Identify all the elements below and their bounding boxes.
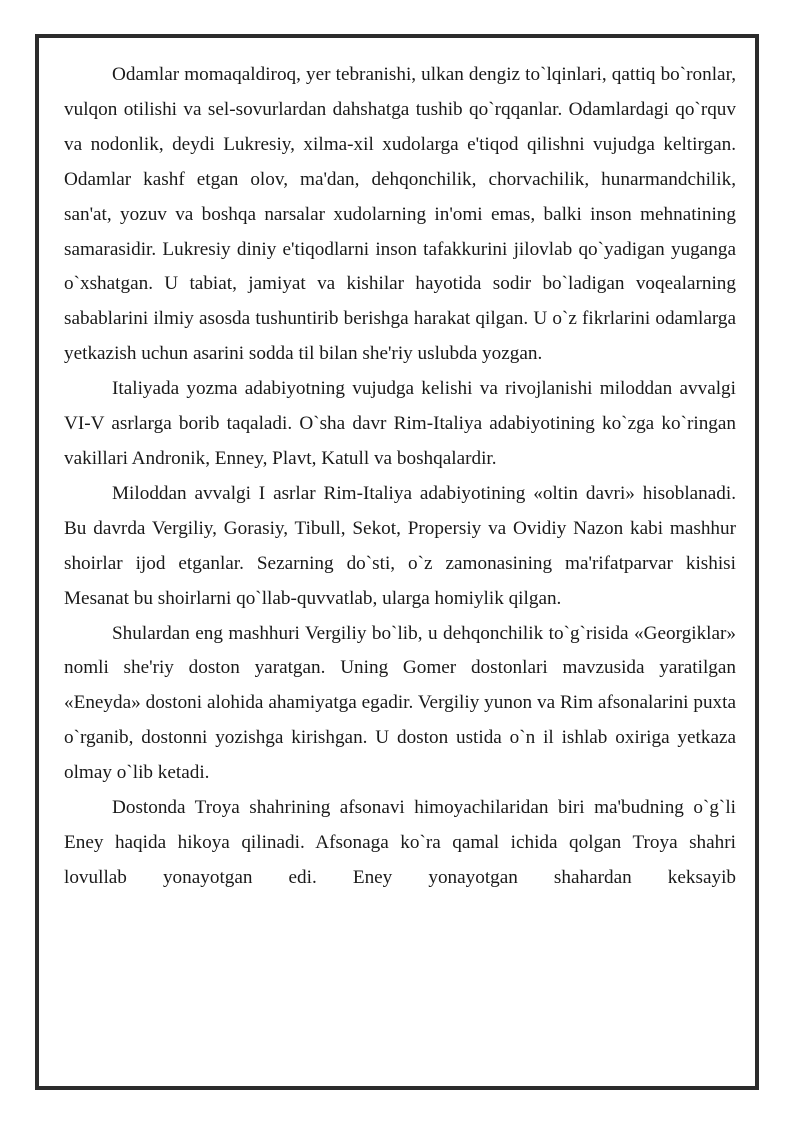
paragraph-oltin-davr: Miloddan avvalgi I asrlar Rim-Italiya adabiyotining «oltin davri» hisoblanadi. Bu davrda Vergiliy, Gorasiy, Tibull, Sekot, Propersiy va Ovidiy Nazon kabi mashhur shoirlar ijod etganlar. Sezarning do`sti, o`z zamonasining ma'rifatparvar kishisi Mesanat bu shoirlarni qo`llab-quvvatlab, ularga homiylik qilgan.	[64, 482, 736, 609]
paragraph-eneyda: Dostonda Troya shahrining afsonavi himoyachilaridan biri ma'budning o`g`li Eney haqida hikoya qilinadi. Afsonaga ko`ra qamal ichida qolgan Troya shahri lovullab yonayotgan edi. Eney yonayotgan shahardan keksayib	[64, 797, 736, 888]
paragraph-lukresiy: Odamlar momaqaldiroq, yer tebranishi, ulkan dengiz to`lqinlari, qattiq bo`ronlar, vulqon otilishi va sel-sovurlardan dahshatga tushib qo`rqqanlar. Odamlardagi qo`rquv va nodonlik, deydi Lukresiy, xilma-xil xudolarga e'tiqod qilishni vujudga keltirgan. Odamlar kashf etgan olov, ma'dan, dehqonchilik, chorvachilik, hunarmandchilik, san'at, yozuv va boshqa narsalar xudolarning in'omi emas, balki inson mehnatining samarasidir. Lukresiy diniy e'tiqodlarni inson tafakkurini jilovlab qo`yadigan yuganga o`xshatgan. U tabiat, jamiyat va kishilar hayotida sodir bo`ladigan voqealarning sabablarini ilmiy asosda tushuntirib berishga harakat qilgan. U o`z fikrlarini odamlarga yetkazish uchun asarini sodda til bilan she'riy uslubda yozgan.	[64, 64, 736, 365]
paragraph-italiya-adabiyoti: Italiyada yozma adabiyotning vujudga kelishi va rivojlanishi miloddan avvalgi VI-V asrlarga borib taqaladi. O`sha davr Rim-Italiya adabiyotining ko`zga ko`ringan vakillari Andronik, Enney, Plavt, Katull va boshqalardir.	[64, 378, 736, 469]
document-body	[64, 58, 736, 896]
paragraph-vergiliy: Shulardan eng mashhuri Vergiliy bo`lib, u dehqonchilik to`g`risida «Georgiklar» nomli she'riy doston yaratgan. Uning Gomer dostonlari mavzusida yaratilgan «Eneyda» dostoni alohida ahamiyatga egadir. Vergiliy yunon va Rim afsonalarini puxta o`rganib, dostonni yozishga kirishgan. U doston ustida o`n il ishlab oxiriga yetkaza olmay o`lib ketadi.	[64, 622, 736, 784]
